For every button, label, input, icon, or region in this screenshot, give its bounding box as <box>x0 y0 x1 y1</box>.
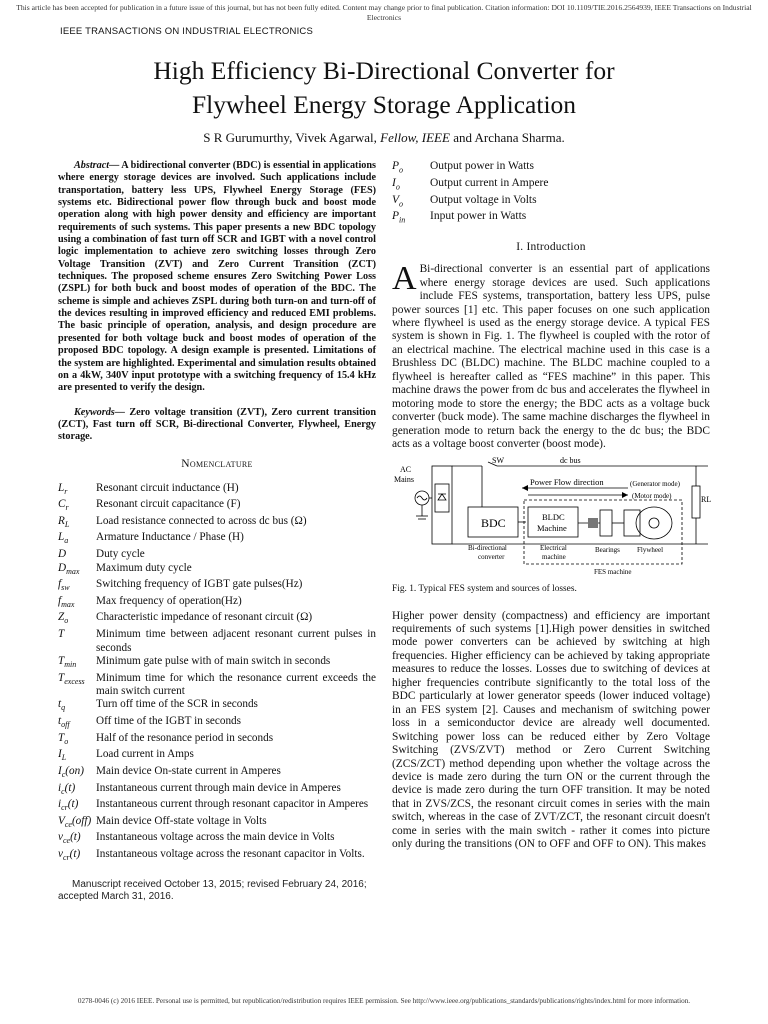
motor-mode-label: (Motor mode) <box>632 491 672 500</box>
nomenclature-symbol: $i_c(t)$ <box>58 781 76 796</box>
title-line-1: High Efficiency Bi-Directional Converter for <box>153 56 615 85</box>
nomenclature-right-symbol: $V_o$ <box>392 193 404 208</box>
keywords <box>58 407 376 444</box>
electrical-machine-label: machine <box>542 552 566 561</box>
authors <box>0 130 768 146</box>
nomenclature-symbol: $T_{excess}$ <box>58 671 85 686</box>
nomenclature-definition: Minimum gate pulse with of main switch in seconds <box>96 654 331 667</box>
nomenclature-definition: Armature Inductance / Phase (H) <box>96 531 244 544</box>
copyright-footer: 0278-0046 (c) 2016 IEEE. Personal use is permitted, but republication/redistribution requires IEEE permission. See http://www.ieee.org/publications_standards/publications/rights/index.html for more information. <box>77 997 691 1005</box>
nomenclature-definition: Max frequency of operation(Hz) <box>96 594 242 607</box>
nomenclature-definition: Resonant circuit capacitance (F) <box>96 498 241 511</box>
ac-label: AC <box>400 464 412 474</box>
fes-system-diagram <box>392 455 712 580</box>
nomenclature-symbol: $i_{cr}(t)$ <box>58 798 79 813</box>
nomenclature-symbol: $v_{cr}(t)$ <box>58 848 81 863</box>
nomenclature-symbol: T <box>58 628 65 641</box>
nomenclature-definition: Maximum duty cycle <box>96 561 192 574</box>
nomenclature-heading: Nomenclature <box>181 457 253 470</box>
nomenclature-symbol: $t_{off}$ <box>58 715 70 730</box>
bridge-block <box>435 484 449 512</box>
authors-fellow: Fellow, IEEE <box>380 130 450 145</box>
nomenclature-symbol: $V_{ce}(off)$ <box>58 814 92 830</box>
nomenclature-right-symbol: $I_o$ <box>392 176 400 192</box>
nomenclature-definition: Instantaneous voltage across the main device in Volts <box>96 831 335 844</box>
nomenclature-symbol: $I_c(on)$ <box>58 764 84 780</box>
diode-icon <box>438 494 446 500</box>
electrical-label: Electrical <box>540 543 567 552</box>
bdc-label: BDC <box>481 515 506 530</box>
nomenclature-definition: Off time of the IGBT in seconds <box>96 715 242 727</box>
switch-label: SW <box>492 455 504 465</box>
mains-label: Mains <box>394 474 414 484</box>
nomenclature-symbol: $T_o$ <box>58 731 69 746</box>
nomenclature-list-continued <box>392 160 710 227</box>
nomenclature-right-definition: Output voltage in Volts <box>430 193 537 206</box>
title-line-2: Flywheel Energy Storage Application <box>191 90 577 119</box>
nomenclature-definition: Duty cycle <box>96 548 145 561</box>
nomenclature-right-symbol: $P_o$ <box>392 160 404 175</box>
nomenclature-definition: Characteristic impedance of resonant circuit (Ω) <box>96 611 313 624</box>
bidirectional-label: Bi-directional <box>468 543 507 552</box>
intro-paragraph-1-text: Bi-directional converter is an essential part of applications where energy storage devices are used. Such applications include FES systems, transportation, battery less UPS, pulse power sources [1] etc. This paper focuses on one such application where flywheel is used as the energy storage device. A typical FES system is shown in Fig. 1. The flywheel is coupled with the rotor of an electrical machine. The electrical machine used in this case is a Brushless DC (BLDC) machine. The BLDC machine coupled to a flywheel is hereafter called as “FES machine” in this paper. This machine draws the power from dc bus and accelerates the flywheel in motoring mode to store the energy; the BDC acts as a voltage buck converter (buck mode). The same machine discharges the flywheel in generation mode to return back the energy to the dc bus; the BDC acts as a voltage boost converter (boost mode). <box>392 263 710 451</box>
left-column <box>58 160 376 903</box>
manuscript-note: Manuscript received October 13, 2015; revised February 24, 2016; accepted March 31, 2016. <box>58 878 367 902</box>
nomenclature-definition: Switching frequency of IGBT gate pulses(Hz) <box>96 578 303 591</box>
right-column <box>392 160 710 852</box>
nomenclature-list <box>58 482 376 865</box>
intro-paragraph-2: Higher power density (compactness) and efficiency are important requirements of such systems [1].High power densities in switched mode power converters can be achieved by switching at high frequencies. Higher efficiency can be achieved by taking appropriate measures to reduce the losses. Losses due to switching of devices at higher frequencies contribute significantly to the total loss of the BDC particularly at lower generator speeds (lower induced voltage) in an FES system [2]. Causes and mechanism of switching power loss in a semiconductor device are already well documented. Switching power loss can be reduced either by Zero Voltage Switching (ZVS/ZVT) method or Zero Current Switching (ZCS/ZCT) method depending upon whether the voltage across the device is made zero during the turn ON or the current through the device is made zero during the turn OFF transition. It may be noted that in ZVS/ZCS, the resonant circuit comes in series with the main switch, whereas in the case of ZVT/ZCT, the resonant circuit doesn't come in series with the main switch - rather it comes into picture only during the transitions (ON to OFF and OFF to ON). This makes <box>392 609 710 851</box>
figure-caption: Fig. 1. Typical FES system and sources of losses. <box>392 583 577 594</box>
bearing-icon <box>600 510 612 536</box>
nomenclature-symbol: D <box>58 548 67 561</box>
flywheel-icon <box>636 507 672 539</box>
nomenclature-symbol: $I_L$ <box>58 748 67 763</box>
nomenclature-right-definition: Output power in Watts <box>430 160 534 172</box>
nomenclature-definition: Minimum time for which the resonance current exceeds the main switch current <box>96 671 376 697</box>
nomenclature-definition: Instantaneous current through main device in Amperes <box>96 781 341 794</box>
nomenclature-definition: Turn off time of the SCR in seconds <box>96 698 258 711</box>
introduction-heading: I. Introduction <box>516 241 586 254</box>
generator-mode-label: (Generator mode) <box>630 479 680 488</box>
converter-label: converter <box>478 552 505 561</box>
paper-title <box>0 54 768 122</box>
nomenclature-definition: Resonant circuit inductance (H) <box>96 481 239 494</box>
nomenclature-symbol: $C_r$ <box>58 498 69 513</box>
authors-tail: and Archana Sharma. <box>449 130 565 145</box>
nomenclature-definition: Minimum time between adjacent resonant current pulses in seconds <box>96 628 376 654</box>
fes-machine-label: FES machine <box>594 567 632 576</box>
nomenclature-right-definition: Output current in Ampere <box>430 176 549 189</box>
nomenclature-symbol: $t_q$ <box>58 698 66 713</box>
nomenclature-symbol: $f_{sw}$ <box>58 578 70 593</box>
sine-wave-icon <box>417 496 427 500</box>
machine-label: Machine <box>537 522 567 533</box>
nomenclature-definition: Load resistance connected to across dc bus (Ω) <box>96 514 307 527</box>
nomenclature-definition: Main device Off-state voltage in Volts <box>96 814 267 827</box>
acceptance-notice: This article has been accepted for publication in a future issue of this journal, but has not been fully edited. Content may change prior to final publication. Citation information: DOI 10.1109/TIE.2016.2564939, IEEE Transactions on Industrial Electronics <box>16 3 752 22</box>
authors-names: S R Gurumurthy, Vivek Agarwal, <box>203 130 381 145</box>
nomenclature-right-definition: Input power in Watts <box>430 210 527 223</box>
flywheel-label: Flywheel <box>637 545 664 554</box>
intro-paragraph-1 <box>392 260 710 451</box>
load-resistor <box>692 486 700 518</box>
nomenclature-symbol: $D_{max}$ <box>58 561 80 576</box>
nomenclature-right-symbol: $P_{in}$ <box>392 210 406 225</box>
nomenclature-symbol: $R_L$ <box>58 514 70 530</box>
nomenclature-symbol: $L_r$ <box>58 481 68 496</box>
nomenclature-symbol: $Z_o$ <box>58 611 69 626</box>
nomenclature-definition: Main device On-state current in Amperes <box>96 764 281 777</box>
nomenclature-symbol: $L_a$ <box>58 531 69 546</box>
nomenclature-definition: Instantaneous voltage across the resonant capacitor in Volts. <box>96 848 365 861</box>
bldc-label: BLDC <box>542 511 565 522</box>
nomenclature-definition: Half of the resonance period in seconds <box>96 731 274 744</box>
rl-label: RL <box>701 494 712 504</box>
abstract-text: A bidirectional converter (BDC) is essential in applications where energy storage devices are involved. Such applications include transportation, battery less UPS, Flywheel Energy Storage (FES) systems etc. Bidirectional power flow through buck and boost mode operation along with high power density and efficiency are important requirements of such systems. This paper presents a new BDC topology using a combination of fast turn off SCR and IGBT with a novel control logic implementation to achieve zero switching losses through Zero Voltage Transition (ZVT) and Zero Current Transition (ZCT) techniques. The proposed scheme ensures Zero Switching Power Loss (ZSPL) for both buck and boost modes of operation of the BDC. The scheme is simple and achieves ZSPL during both turn-on and turn-off of the devices resulting in improved efficiency and reduced EMI problems. The basic principle of operation, analysis, and design procedure are presented for both voltage buck and boost modes of operation of the proposed BDC topology. A design example is presented. Limitations of the system are highlighted. Experimental and simulation results obtained on a 4kW, 340V input prototype with a switching frequency of 15.4 kHz are presented to verify the design. <box>58 160 376 394</box>
fes-system-figure <box>392 455 712 580</box>
keywords-text: Zero voltage transition (ZVT), Zero current transition (ZCT), Fast turn off SCR, Bi-directional Converter, Flywheel, Energy storage. <box>58 406 376 443</box>
nomenclature-definition: Load current in Amps <box>96 748 194 761</box>
nomenclature-symbol: $f_{max}$ <box>58 594 75 610</box>
abstract-lead: Abstract— <box>74 160 120 171</box>
abstract <box>58 160 376 395</box>
drop-cap: A <box>392 260 417 298</box>
bearings-label: Bearings <box>595 545 620 554</box>
power-flow-label: Power Flow direction <box>530 476 604 487</box>
nomenclature-symbol: $v_{ce}(t)$ <box>58 831 81 846</box>
nomenclature-definition: Instantaneous current through resonant capacitor in Amperes <box>96 798 369 811</box>
journal-name: IEEE TRANSACTIONS ON INDUSTRIAL ELECTRONICS <box>60 26 314 37</box>
keywords-lead: Keywords— <box>74 406 125 418</box>
dc-bus-label: dc bus <box>560 455 581 465</box>
nomenclature-symbol: $T_{min}$ <box>58 654 77 670</box>
